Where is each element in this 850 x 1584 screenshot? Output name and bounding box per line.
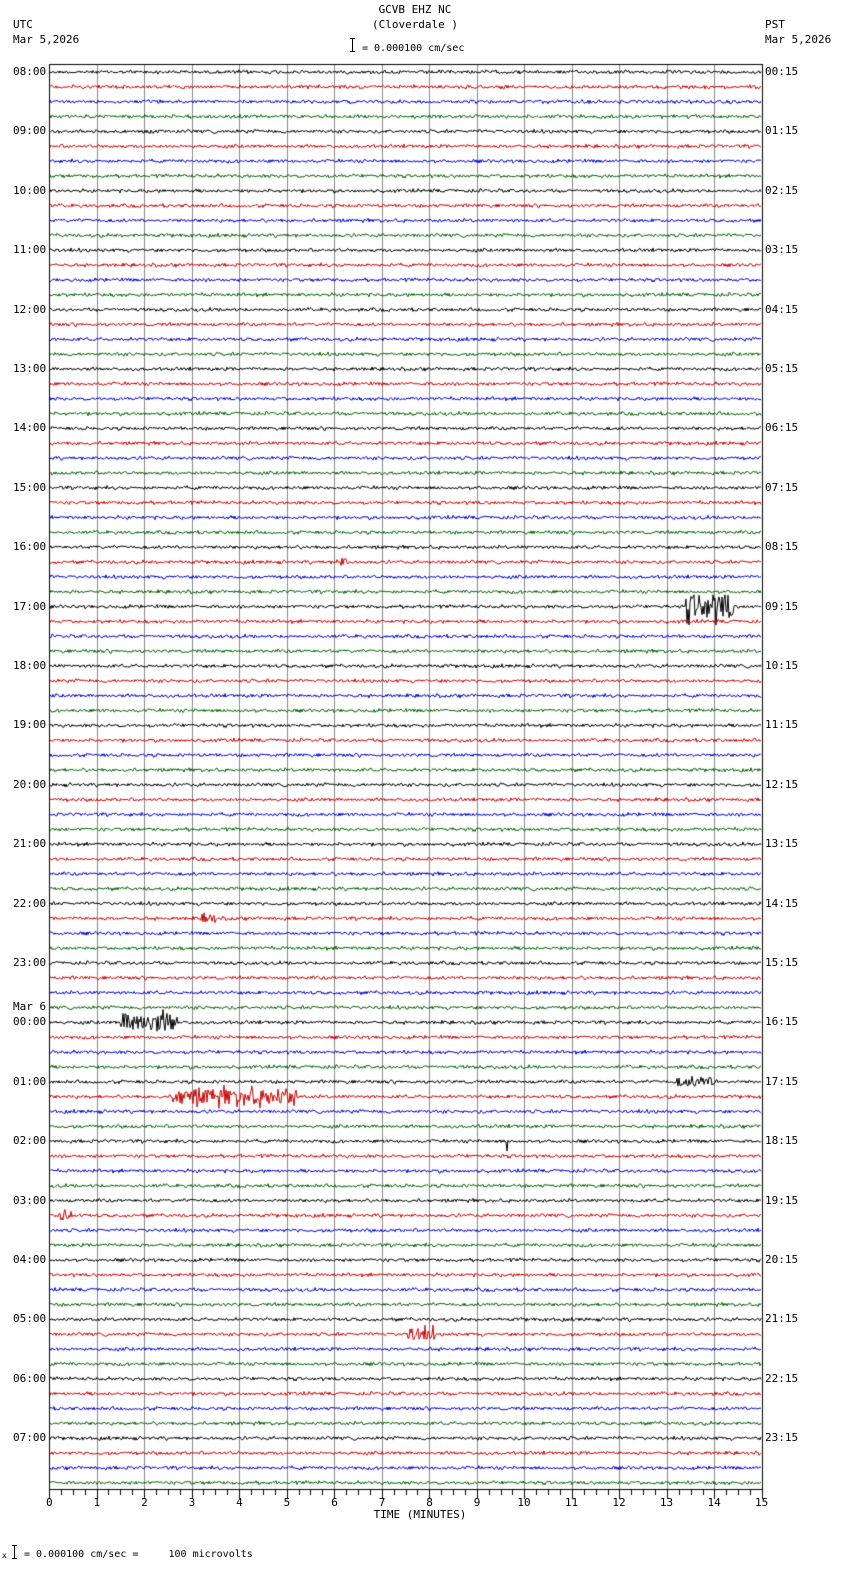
left-date: Mar 5,2026	[13, 33, 80, 46]
pst-hour-label: 14:15	[765, 896, 799, 910]
utc-hour-label: 16:00	[13, 540, 47, 554]
pst-hour-label: 18:15	[765, 1134, 799, 1148]
utc-hour-label: 18:00	[13, 659, 47, 672]
pst-hour-label: 05:15	[765, 362, 799, 375]
utc-hour-label: 09:00	[13, 124, 47, 138]
pst-hour-label: 11:15	[765, 718, 799, 732]
x-tick-label: 9	[473, 1496, 481, 1509]
utc-hour-label: 08:00	[13, 65, 47, 78]
footer-scale-text: = 0.000100 cm/sec = 100 microvolts	[24, 1549, 253, 1560]
x-tick-label: 0	[46, 1496, 53, 1509]
x-tick-label: 13	[659, 1496, 674, 1509]
footer-scale-prefix: x	[2, 1551, 7, 1560]
utc-hour-label: 23:00	[13, 956, 47, 969]
utc-hour-label: 15:00	[13, 480, 47, 494]
x-tick-label: 7	[378, 1496, 386, 1509]
utc-hour-label: 11:00	[13, 243, 47, 257]
pst-hour-label: 01:15	[765, 124, 799, 138]
left-timezone: UTC	[13, 18, 33, 31]
pst-hour-label: 00:15	[765, 65, 799, 78]
pst-hour-label: 06:15	[765, 421, 799, 435]
pst-hour-label: 09:15	[765, 599, 799, 613]
pst-hour-label: 22:15	[765, 1371, 799, 1385]
utc-hour-label: 01:00	[13, 1074, 47, 1088]
x-tick-label: 14	[707, 1496, 721, 1509]
pst-hour-label: 10:15	[765, 659, 799, 672]
pst-hour-label: 12:15	[765, 777, 799, 791]
right-date: Mar 5,2026	[765, 33, 832, 46]
scale-text: = 0.000100 cm/sec	[362, 43, 465, 54]
x-tick-label: 8	[426, 1496, 433, 1509]
utc-hour-label: 03:00	[13, 1193, 47, 1207]
utc-hour-label: 13:00	[13, 362, 47, 375]
x-tick-label: 12	[612, 1496, 626, 1509]
pst-hour-label: 08:15	[765, 540, 799, 554]
utc-hour-label: 02:00	[13, 1134, 47, 1148]
utc-hour-label: 05:00	[13, 1312, 47, 1326]
utc-hour-label: 22:00	[13, 896, 47, 910]
pst-hour-label: 17:15	[765, 1074, 799, 1088]
x-tick-label: 2	[141, 1496, 148, 1509]
x-tick-label: 10	[517, 1496, 531, 1509]
utc-hour-label: 21:00	[13, 837, 47, 851]
x-tick-label: 1	[93, 1496, 101, 1509]
utc-hour-label: 14:00	[13, 421, 47, 435]
pst-hour-label: 02:15	[765, 183, 799, 197]
utc-date-label: Mar 6	[13, 1000, 47, 1014]
x-tick-label: 3	[188, 1496, 196, 1509]
utc-hour-label: 17:00	[13, 599, 47, 613]
utc-hour-label: 10:00	[13, 183, 47, 197]
utc-hour-label: 04:00	[13, 1253, 47, 1266]
scale-bar-icon	[352, 38, 358, 52]
station-location: (Cloverdale )	[371, 18, 459, 31]
utc-hour-label: 06:00	[13, 1371, 47, 1385]
pst-hour-label: 07:15	[765, 480, 799, 494]
utc-hour-label: 00:00	[13, 1015, 47, 1029]
pst-hour-label: 16:15	[765, 1015, 799, 1029]
pst-hour-label: 23:15	[765, 1431, 799, 1445]
x-axis-label: TIME (MINUTES)	[373, 1508, 467, 1521]
pst-hour-label: 20:15	[765, 1253, 799, 1266]
x-tick-label: 4	[236, 1496, 243, 1509]
footer-scale-bar-icon	[14, 1545, 20, 1559]
utc-hour-label: 12:00	[13, 302, 47, 316]
utc-hour-label: 20:00	[13, 777, 47, 791]
x-tick-label: 5	[283, 1496, 291, 1509]
station-title: GCVB EHZ NC	[378, 3, 452, 16]
pst-hour-label: 04:15	[765, 302, 799, 316]
pst-hour-label: 13:15	[765, 837, 799, 851]
pst-hour-label: 21:15	[765, 1312, 799, 1326]
x-tick-label: 11	[564, 1496, 579, 1509]
pst-hour-label: 03:15	[765, 243, 799, 257]
utc-hour-label: 19:00	[13, 718, 47, 732]
pst-hour-label: 19:15	[765, 1193, 799, 1207]
x-tick-label: 6	[331, 1496, 338, 1509]
utc-hour-label: 07:00	[13, 1431, 47, 1445]
x-tick-label: 15	[755, 1496, 769, 1509]
right-timezone: PST	[765, 18, 785, 31]
pst-hour-label: 15:15	[765, 956, 799, 969]
